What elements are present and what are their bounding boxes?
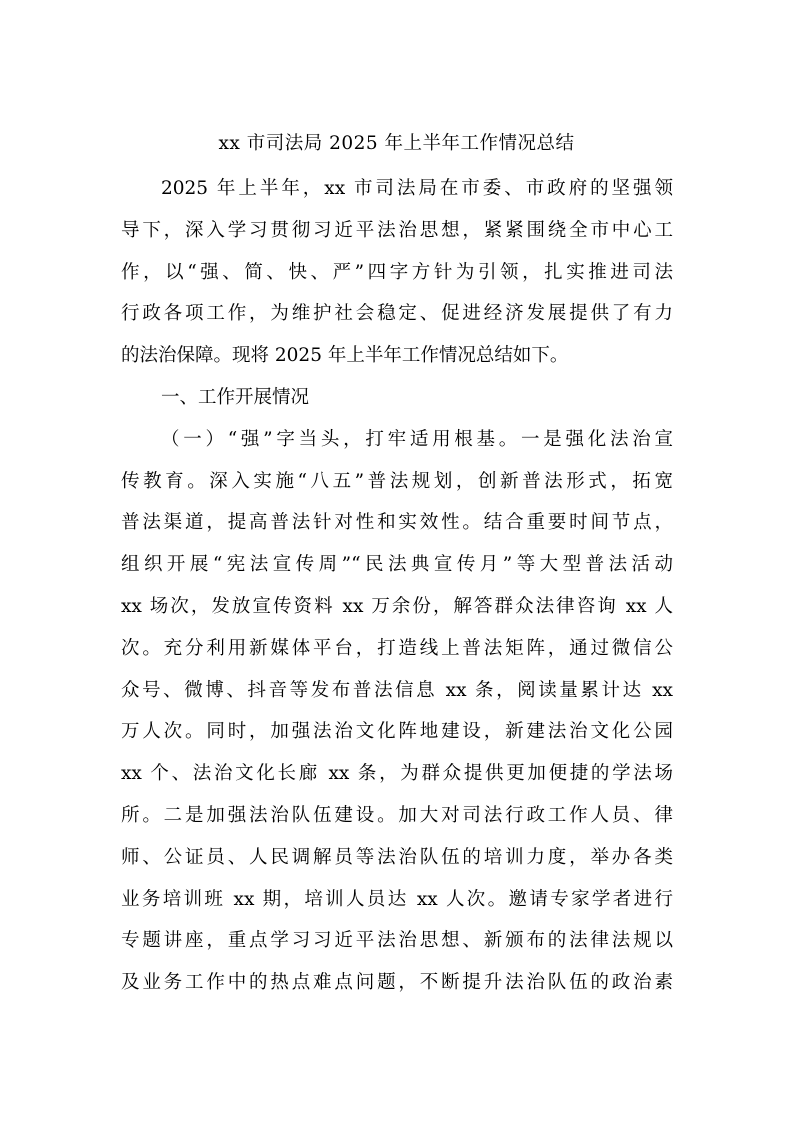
paragraph-line: 专题讲座，重点学习习近平法治思想、新颁布的法律法规以 [121,930,673,952]
paragraph-line: 次。充分利用新媒体平台，打造线上普法矩阵，通过微信公 [121,637,673,659]
paragraph-line: 所。二是加强法治队伍建设。加大对司法行政工作人员、律 [121,804,673,826]
paragraph-line: 作，以“强、简、快、严”四字方针为引领，扎实推进司法 [121,261,673,283]
paragraph-line: 万人次。同时，加强法治文化阵地建设，新建法治文化公园 [121,721,673,743]
paragraph-line: xx 个、法治文化长廊 xx 条，为群众提供更加便捷的学法场 [121,763,673,785]
paragraph-line: 导下，深入学习贯彻习近平法治思想，紧紧围绕全市中心工 [121,219,673,241]
document-body [121,168,673,1004]
section-heading: 一、工作开展情况 [161,386,310,408]
paragraph-line: 师、公证员、人民调解员等法治队伍的培训力度，举办各类 [121,846,673,868]
paragraph-line: （一）“强”字当头，打牢适用根基。一是强化法治宣 [161,428,673,450]
paragraph-line: 众号、微博、抖音等发布普法信息 xx 条，阅读量累计达 xx [121,679,673,701]
paragraph-line: 及业务工作中的热点难点问题，不断提升法治队伍的政治素 [121,972,673,994]
paragraph-line: 行政各项工作，为维护社会稳定、促进经济发展提供了有力 [121,303,673,325]
paragraph-line: xx 场次，发放宣传资料 xx 万余份，解答群众法律咨询 xx 人 [121,595,673,617]
paragraph-line: 业务培训班 xx 期，培训人员达 xx 人次。邀请专家学者进行 [121,888,673,910]
paragraph-line: 传教育。深入实施“八五”普法规划，创新普法形式，拓宽 [121,470,673,492]
paragraph-line: 2025 年上半年，xx 市司法局在市委、市政府的坚强领 [161,178,673,199]
paragraph-line: 的法治保障。现将 2025 年上半年工作情况总结如下。 [121,345,569,367]
paragraph-line: 普法渠道，提高普法针对性和实效性。结合重要时间节点， [121,512,673,534]
paragraph-line: 组织开展“宪法宣传周”“民法典宣传月”等大型普法活动 [121,554,673,576]
document-title: xx 市司法局 2025 年上半年工作情况总结 [218,133,575,154]
